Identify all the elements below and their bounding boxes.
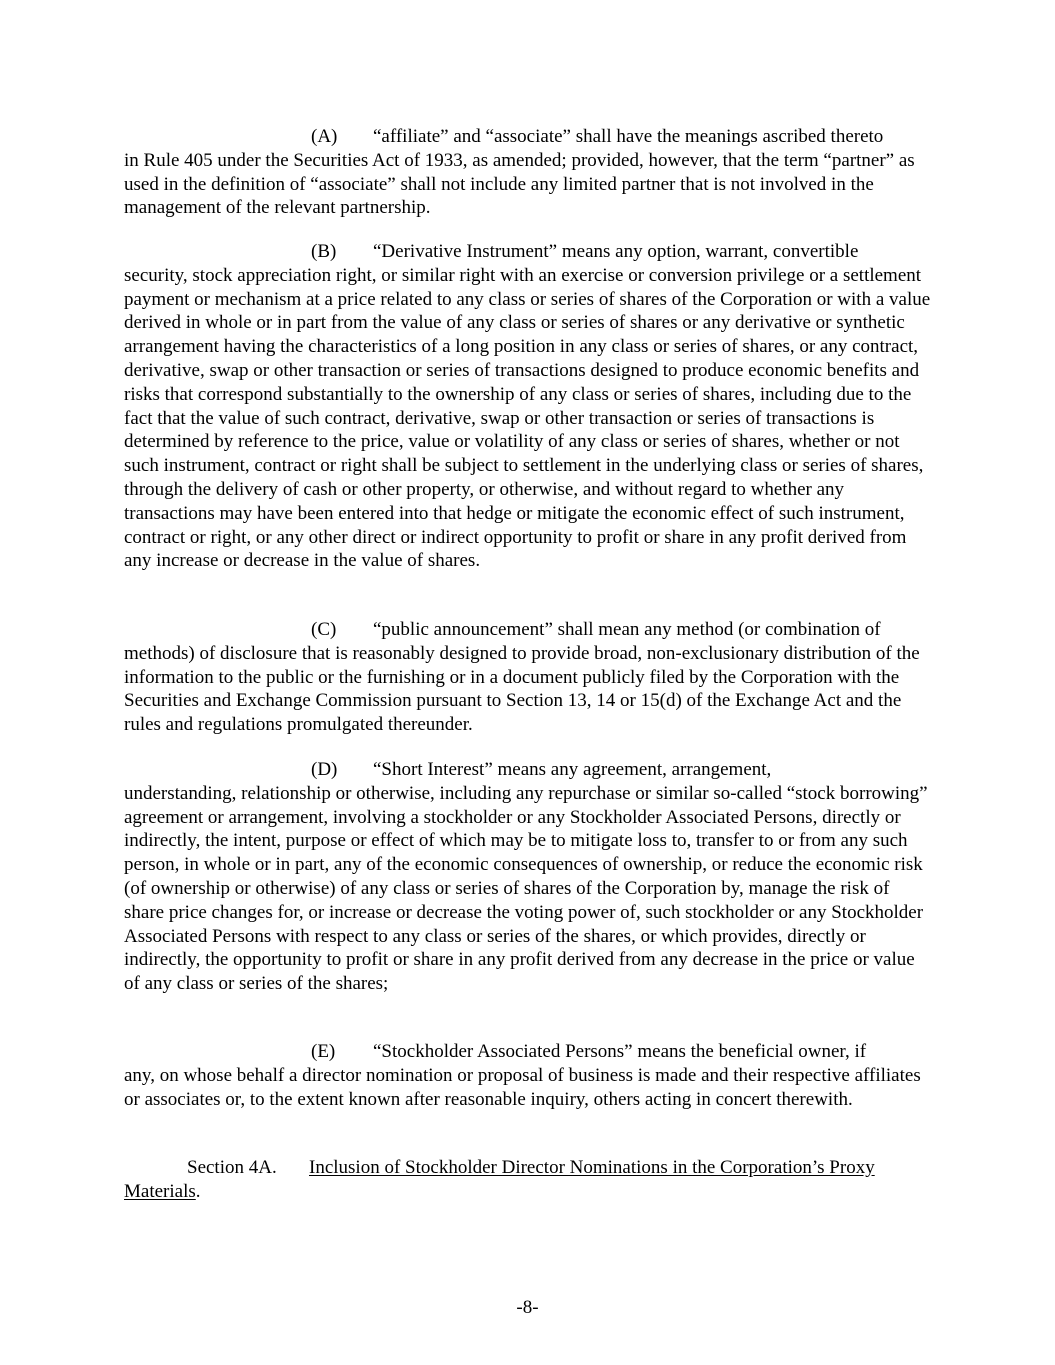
paragraph-b-label: (B) [311,241,337,262]
paragraph-d-first-line [124,758,932,782]
section-title-line1: Inclusion of Stockholder Director Nominations in the Corporation’s Proxy [309,1157,875,1178]
section-number: Section 4A. [187,1157,277,1178]
paragraph-c-lead-text: “public announcement” shall mean any method (or combination of [373,619,881,640]
paragraph-a-lead-text: “affiliate” and “associate” shall have the meanings ascribed thereto [373,126,884,147]
paragraph-c-first-line [124,618,932,642]
definition-paragraph-a [124,125,932,220]
definition-paragraph-b [124,240,932,573]
paragraph-d-body-text: understanding, relationship or otherwise, including any repurchase or similar so-called “stock borrowing” agreement or arrangement, involving a stockholder or any Stockholder Associated Persons, directly or indirectly, the intent, purpose or effect of which may be to mitigate loss to, transfer to or from any such person, in whole or in part, any of the economic consequences of ownership, or reduce the economic risk (of ownership or otherwise) of any class or series of shares of the Corporation by, manage the risk of share price changes for, or increase or decrease the voting power of, such stockholder or any Stockholder Associated Persons with respect to any class or series of the shares, or which provides, directly or indirectly, the opportunity to profit or share in any profit derived from any decrease in the price or value of any class or series of the shares; [124,782,928,995]
paragraph-b-body-text: security, stock appreciation right, or similar right with an exercise or conversion privilege or a settlement payment or mechanism at a price related to any class or series of shares of the Corporation or with a value derived in whole or in part from the value of any class or series of shares or any derivative or synthetic arrangement having the characteristics of a long position in any class or series of shares, or any contract, derivative, swap or other transaction or series of transactions designed to produce economic benefits and risks that correspond substantially to the ownership of any class or series of shares, including due to the fact that the value of such contract, derivative, swap or other transaction or series of transactions is determined by reference to the price, value or volatility of any class or series of shares, whether or not such instrument, contract or right shall be subject to settlement in the underlying class or series of shares, through the delivery of cash or other property, or otherwise, and without regard to whether any transactions may have been entered into that hedge or mitigate the economic effect of such instrument, contract or right, or any other direct or indirect opportunity to profit or share in any profit derived from any increase or decrease in the value of shares. [124,264,931,572]
definition-paragraph-e [124,1040,932,1111]
paragraph-a-body-text: in Rule 405 under the Securities Act of 1933, as amended; provided, however, that the term “partner” as used in the definition of “associate” shall not include any limited partner that is not involved in the management of the relevant partnership. [124,149,915,219]
paragraph-a-first-line [124,125,932,149]
paragraph-b-lead-text: “Derivative Instrument” means any option, warrant, convertible [373,241,859,262]
paragraph-e-body-text: any, on whose behalf a director nomination or proposal of business is made and their respective affiliates or associates or, to the extent known after reasonable inquiry, others acting in concert therewith. [124,1064,921,1110]
page-number: -8- [516,1297,539,1318]
paragraph-b-first-line [124,240,932,264]
section-title-period: . [195,1180,201,1202]
paragraph-d-lead-text: “Short Interest” means any agreement, arrangement, [373,759,772,780]
paragraph-e-first-line [124,1040,932,1064]
paragraph-c-label: (C) [311,619,337,640]
section-heading [124,1156,932,1204]
paragraph-e-label: (E) [311,1041,336,1062]
section-title-line2: Materials [124,1180,196,1202]
paragraph-a-label: (A) [311,126,338,147]
paragraph-d-label: (D) [311,759,338,780]
definition-paragraph-d [124,758,932,996]
paragraph-c-body-text: methods) of disclosure that is reasonably designed to provide broad, non-exclusionary distribution of the information to the public or the furnishing or in a document publicly filed by the Corporation with the Securities and Exchange Commission pursuant to Section 13, 14 or 15(d) of the Exchange Act and the rules and regulations promulgated thereunder. [124,642,920,736]
paragraph-e-lead-text: “Stockholder Associated Persons” means the beneficial owner, if [373,1041,867,1062]
definition-paragraph-c [124,618,932,737]
